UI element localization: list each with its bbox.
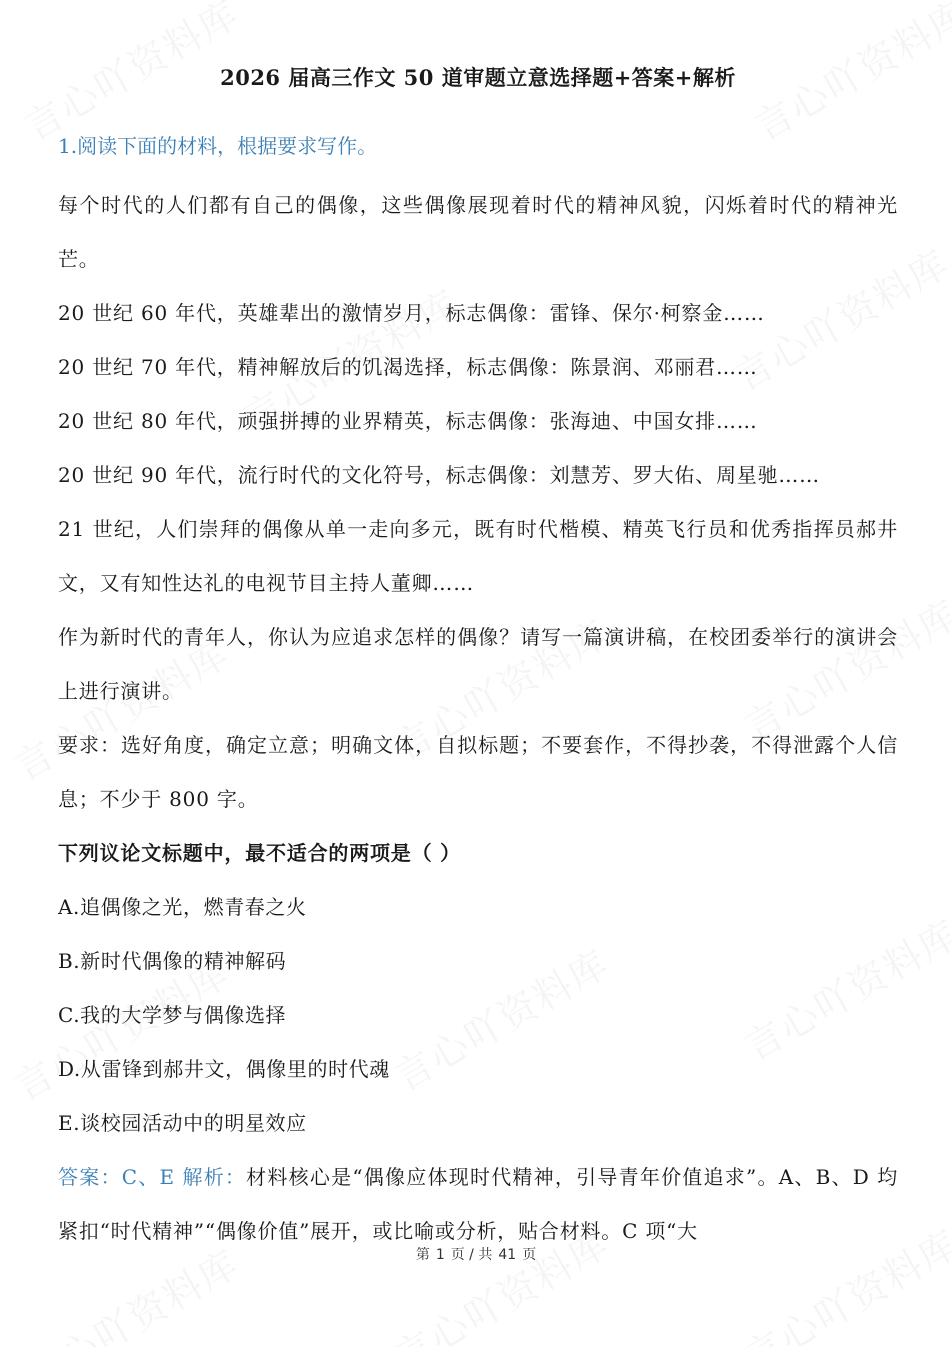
answer-paragraph [58,1150,898,1258]
option-d: D.从雷锋到郝井文，偶像里的时代魂 [58,1057,390,1081]
question-heading: 1.阅读下面的材料，根据要求写作。 [58,134,378,158]
answer-text: 材料核心是“偶像应体现时代精神，引导青年价值追求”。A、B、D 均紧扣“时代精神”“偶像价值”展开，或比喻或分析，贴合材料。C 项“大 [58,1165,898,1243]
footer-mid: 页 / 共 [450,1247,493,1263]
material-paragraph: 20 世纪 80 年代，顽强拼搏的业界精英，标志偶像：张海迪、中国女排…… [58,409,758,433]
material-paragraph: 20 世纪 60 年代，英雄辈出的激情岁月，标志偶像：雷锋、保尔·柯察金…… [58,301,765,325]
page-footer [0,1244,952,1264]
option-e: E.谈校园活动中的明星效应 [58,1111,307,1135]
option-b: B.新时代偶像的精神解码 [58,949,287,973]
current-page-number: 1 [435,1247,445,1263]
option-a: A.追偶像之光，燃青春之火 [58,895,307,919]
answer-label: 答案：C、E 解析： [58,1165,247,1189]
material-paragraph: 21 世纪，人们崇拜的偶像从单一走向多元，既有时代楷模、精英飞行员和优秀指挥员郝井文，又有知性达礼的电视节目主持人董卿…… [58,517,898,595]
footer-suffix: 页 [522,1247,537,1263]
document-page [58,62,898,1258]
requirements-paragraph: 要求：选好角度，确定立意；明确文体，自拟标题；不要套作，不得抄袭，不得泄露个人信息；不少于 800 字。 [58,733,898,811]
document-title: 2026 届高三作文 50 道审题立意选择题+答案+解析 [220,65,736,90]
question-prompt: 下列议论文标题中，最不适合的两项是（ ） [58,841,461,865]
footer-prefix: 第 [415,1247,430,1263]
option-c: C.我的大学梦与偶像选择 [58,1003,287,1027]
material-paragraph: 每个时代的人们都有自己的偶像，这些偶像展现着时代的精神风貌，闪烁着时代的精神光芒。 [58,193,898,271]
material-paragraph: 20 世纪 70 年代，精神解放后的饥渴选择，标志偶像：陈景润、邓丽君…… [58,355,758,379]
material-paragraph: 作为新时代的青年人，你认为应追求怎样的偶像？请写一篇演讲稿，在校团委举行的演讲会上进行演讲。 [58,625,898,703]
material-paragraph: 20 世纪 90 年代，流行时代的文化符号，标志偶像：刘慧芳、罗大佑、周星驰…… [58,463,820,487]
total-page-count: 41 [498,1247,517,1263]
